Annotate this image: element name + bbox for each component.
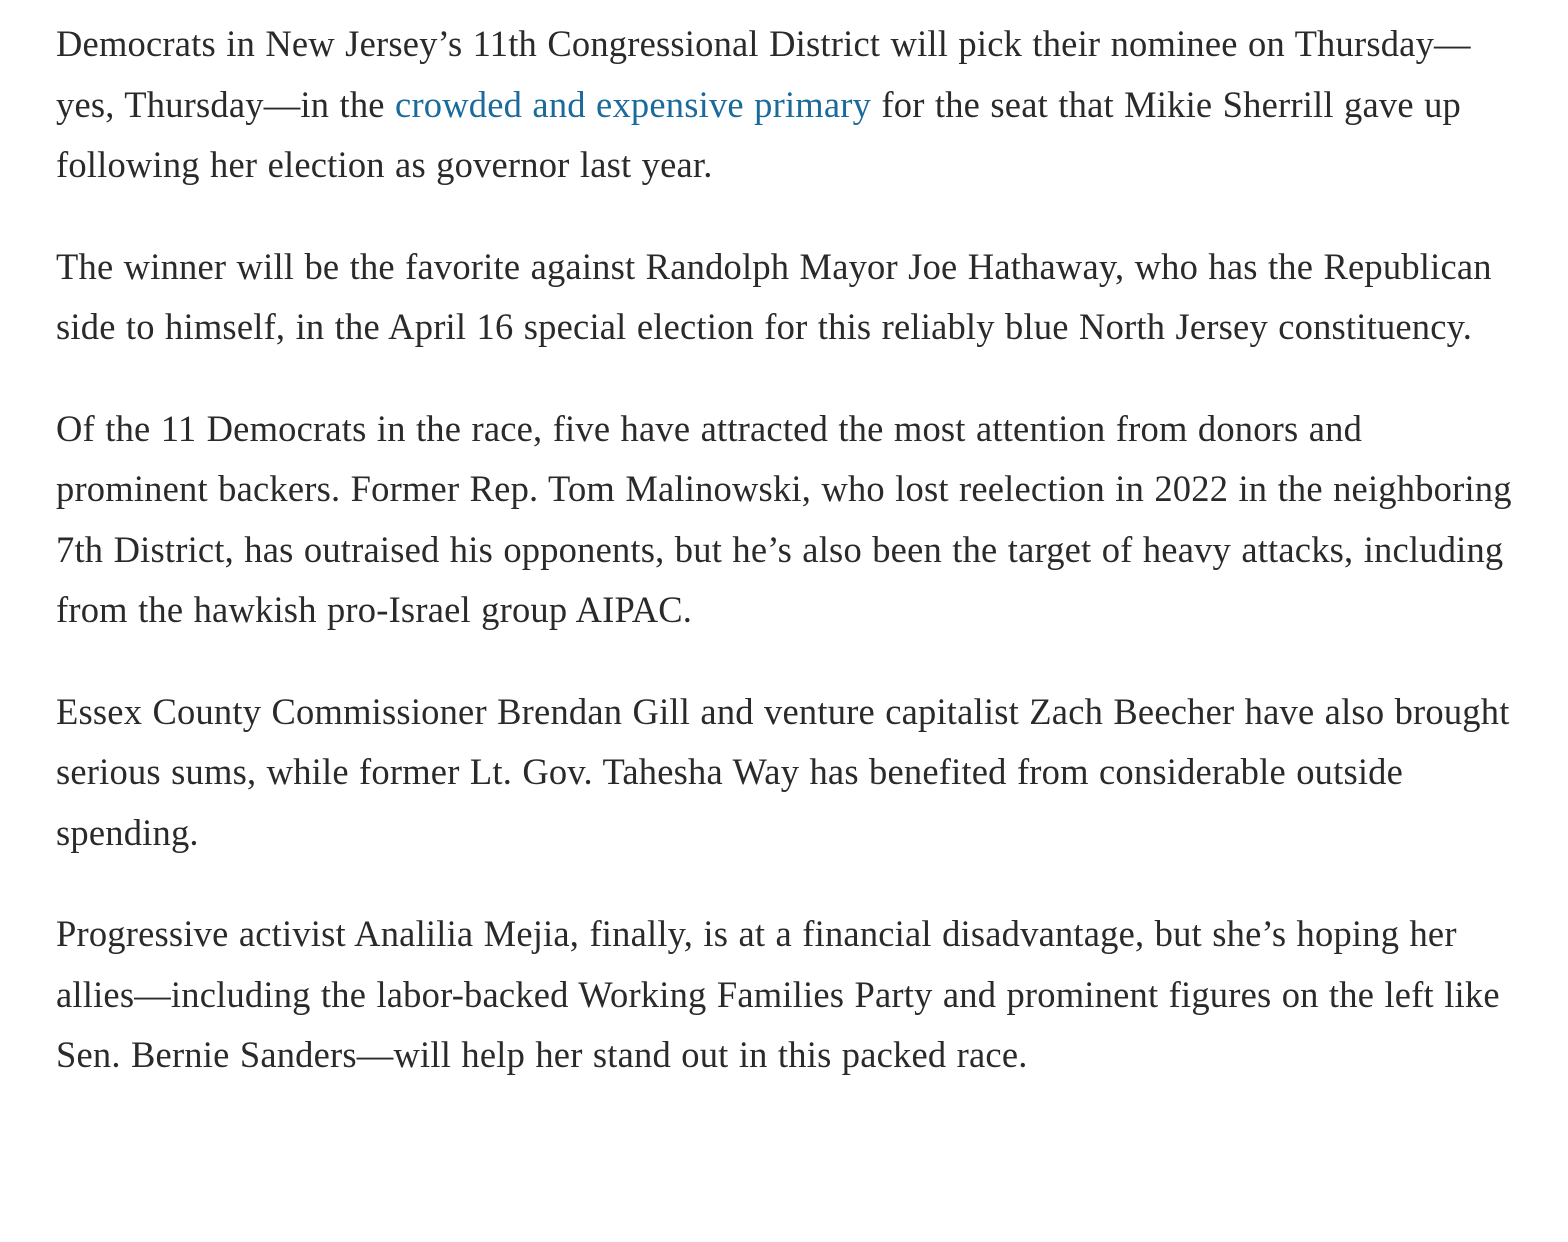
paragraph-4: Essex County Commissioner Brendan Gill and venture capitalist Zach Beecher have also brought serious sums, while former Lt. Gov. Tahesha Way has benefited from considerable outside spending. [56,690,1510,853]
paragraph-1 [56,14,1516,196]
crowded-primary-link[interactable]: crowded and expensive primary [395,83,872,125]
paragraph-1-text-after: for the seat that Mikie Sherrill gave up following her election as governor last year. [56,83,1461,185]
paragraph-5: Progressive activist Analilia Mejia, finally, is at a financial disadvantage, but she’s hoping her allies—including the labor-backed Working Families Party and prominent figures on the left like Sen. Bernie Sanders—will help her stand out in this packed race. [56,913,1500,1075]
paragraph-2: The winner will be the favorite against Randolph Mayor Joe Hathaway, who has the Republican side to himself, in the April 16 special election for this reliably blue North Jersey constituency. [56,245,1492,347]
paragraph-1-text-before: Democrats in New Jersey’s 11th Congressional District will pick their nominee on Thursday—yes, Thursday—in the [56,23,1471,125]
article-body [56,14,1516,1086]
paragraph-3: Of the 11 Democrats in the race, five have attracted the most attention from donors and prominent backers. Former Rep. Tom Malinowski, who lost reelection in 2022 in the neighboring 7th District, has outraised his opponents, but he’s also been the target of heavy attacks, including from the hawkish pro-Israel group AIPAC. [56,407,1512,630]
